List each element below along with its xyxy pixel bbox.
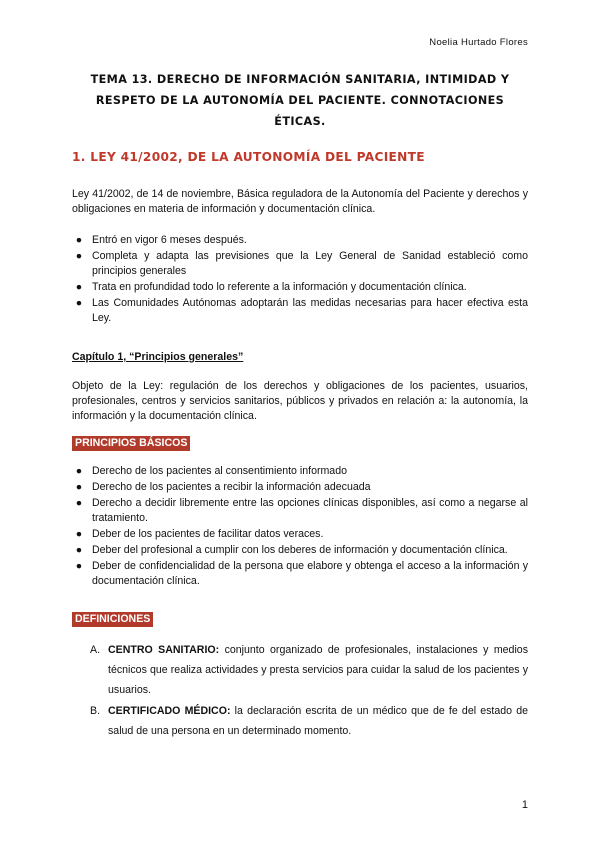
definition-text: la declaración escrita de un médico que de fe del estado de salud de una persona en un determinado momento.: [108, 705, 529, 737]
list-item-text: Derecho de los pacientes a recibir la información adecuada: [92, 481, 371, 493]
definition-marker: A.: [90, 644, 101, 656]
list-item-text: Derecho de los pacientes al consentimiento informado: [92, 465, 347, 477]
document-title: TEMA 13. DERECHO DE INFORMACIÓN SANITARIA, INTIMIDAD Y RESPETO DE LA AUTONOMÍA DEL PACIENTE. CONNOTACIONES ÉTICAS.: [90, 73, 510, 128]
bullet-icon: ●: [75, 481, 83, 493]
section-intro-paragraph: Ley 41/2002, de 14 de noviembre, Básica reguladora de la Autonomía del Paciente y derechos y obligaciones en materia de información y documentación clínica.: [72, 188, 528, 215]
definition-term: CERTIFICADO MÉDICO:: [108, 705, 231, 717]
section-heading-ley-41-2002: 1. LEY 41/2002, DE LA AUTONOMÍA DEL PACIENTE: [72, 150, 425, 164]
bullet-icon: ●: [75, 281, 83, 293]
bullet-icon: ●: [75, 250, 83, 262]
list-item-text: Deber de confidencialidad de la persona que elabore y obtenga el acceso a la información y documentación clínica.: [92, 560, 528, 587]
definition-item: [90, 701, 528, 741]
list-item-text: Deber de los pacientes de facilitar datos veraces.: [92, 528, 324, 540]
section1-bullet-list: [72, 233, 528, 326]
bullet-icon: ●: [75, 528, 83, 540]
bullet-icon: ●: [75, 497, 83, 509]
list-item: [72, 527, 528, 542]
chapter-paragraph: Objeto de la Ley: regulación de los derechos y obligaciones de los pacientes, usuarios, profesionales, centros y servicios sanitarios, públicos y privados en relación a: la autonomía, la información y la documentación clínica.: [72, 380, 528, 422]
header-author: Noelia Hurtado Flores: [429, 37, 528, 48]
list-item: [72, 480, 528, 495]
bullet-icon: ●: [75, 560, 83, 572]
definition-item: [90, 640, 528, 700]
definition-term: CENTRO SANITARIO:: [108, 644, 220, 656]
list-item-text: Completa y adapta las previsiones que la Ley General de Sanidad estableció como principios generales: [92, 250, 528, 277]
list-item: [72, 496, 528, 526]
definition-text: conjunto organizado de profesionales, instalaciones y medios técnicos que realiza actividades y presta servicios para cuidar la salud de los pacientes y usuarios.: [108, 644, 528, 696]
bullet-icon: ●: [75, 544, 83, 556]
list-item-text: Deber del profesional a cumplir con los deberes de información y documentación clínica.: [92, 544, 508, 556]
list-item-text: Entró en vigor 6 meses después.: [92, 234, 247, 246]
list-item: [72, 464, 528, 479]
page-number: 1: [521, 799, 528, 811]
bullet-icon: ●: [75, 297, 83, 309]
list-item: [72, 249, 528, 279]
list-item-text: Trata en profundidad todo lo referente a la información y documentación clínica.: [92, 281, 467, 293]
list-item: [72, 296, 528, 326]
list-item: [72, 233, 528, 248]
principles-bullet-list: [72, 464, 528, 589]
list-item-text: Derecho a decidir libremente entre las opciones clínicas disponibles, así como a negarse al tratamiento.: [92, 497, 528, 524]
list-item: [72, 280, 528, 295]
definiciones-label: DEFINICIONES: [72, 612, 153, 627]
definitions-list: [90, 640, 528, 741]
list-item-text: Las Comunidades Autónomas adoptarán las medidas necesarias para hacer efectiva esta Ley.: [92, 297, 528, 324]
principios-basicos-label: PRINCIPIOS BÁSICOS: [72, 436, 190, 451]
bullet-icon: ●: [75, 465, 83, 477]
definition-marker: B.: [90, 705, 101, 717]
list-item: [72, 559, 528, 589]
list-item: [72, 543, 528, 558]
bullet-icon: ●: [75, 234, 83, 246]
chapter-heading: Capítulo 1, “Principios generales”: [72, 351, 244, 363]
